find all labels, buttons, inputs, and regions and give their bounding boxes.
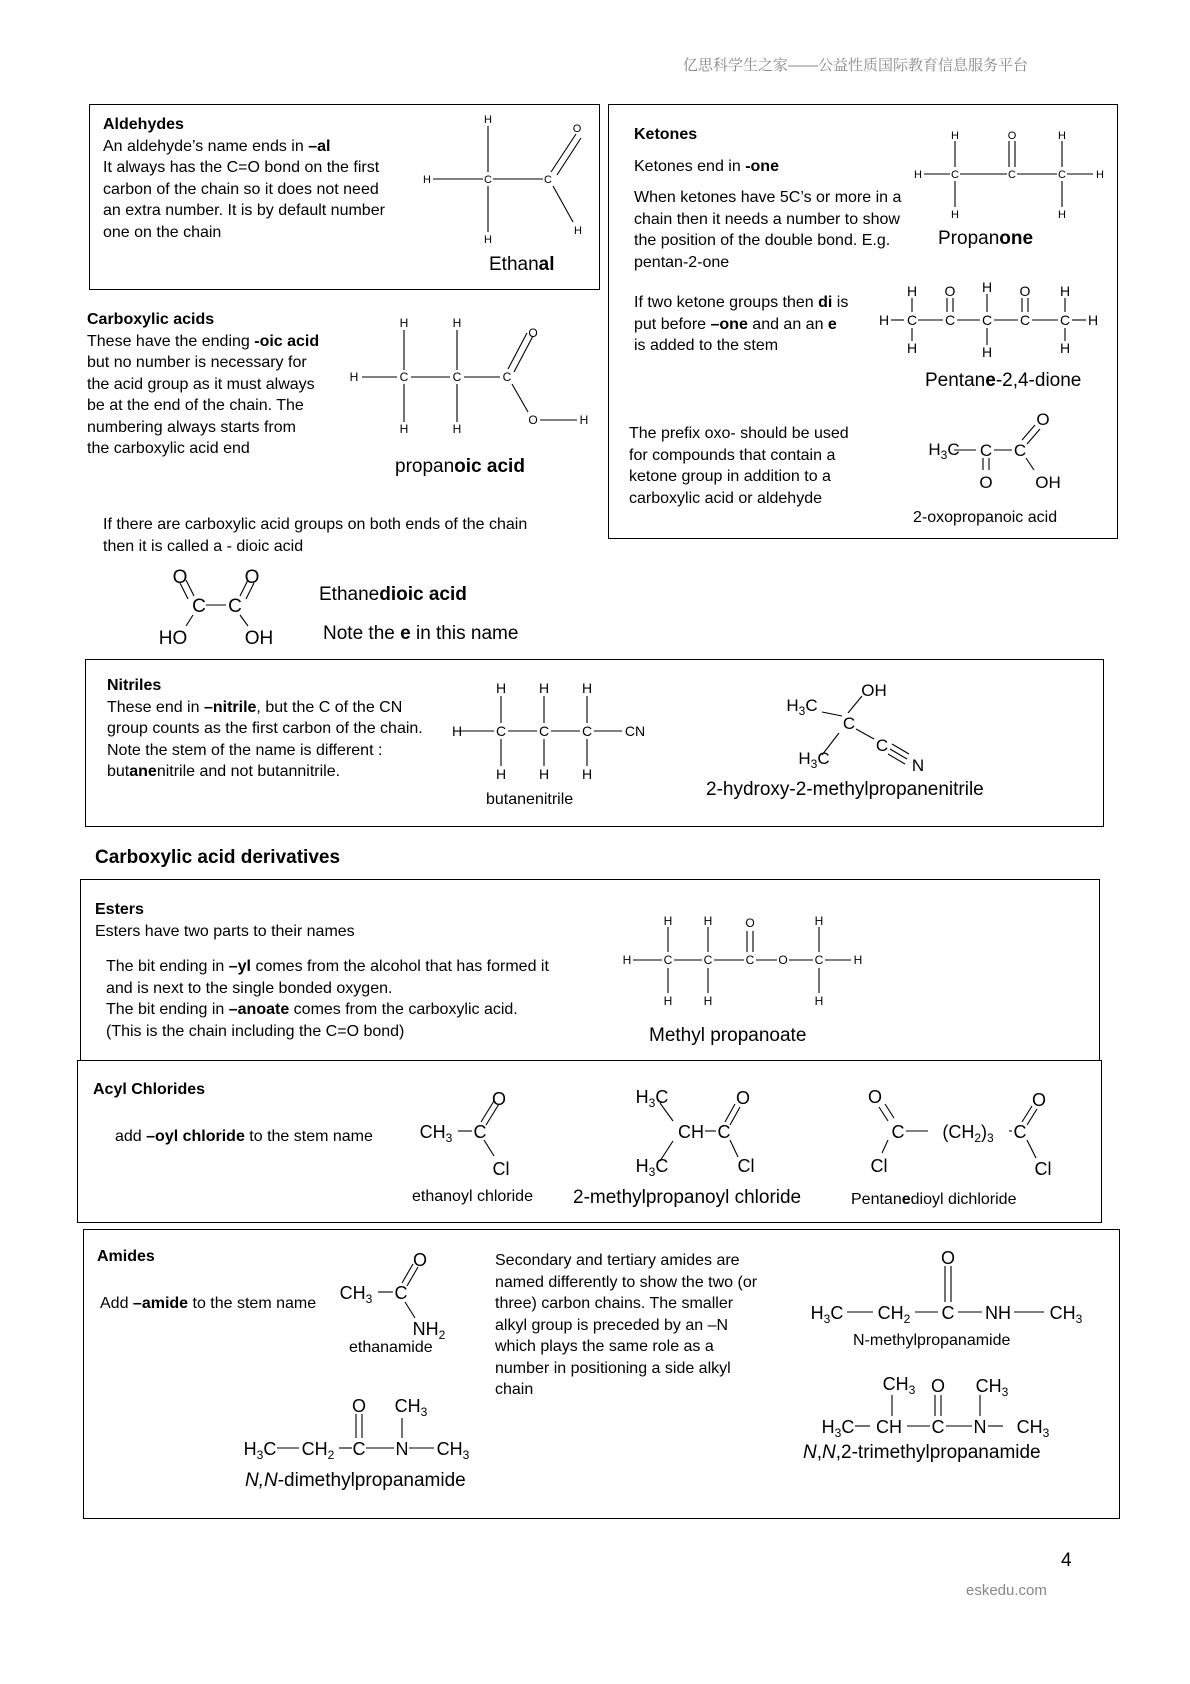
carboxylic-title: Carboxylic acids bbox=[87, 311, 215, 328]
atom-c: C bbox=[663, 953, 673, 967]
atom-c: C bbox=[352, 1439, 366, 1459]
atom-n: N bbox=[395, 1439, 409, 1459]
atom-c: C bbox=[1058, 169, 1066, 181]
atom-c: C bbox=[1019, 312, 1031, 328]
atom-c: C bbox=[875, 736, 889, 755]
atom-c: $H_3C$ bbox=[243, 1439, 277, 1462]
atom-c: $H_3C$ bbox=[928, 440, 960, 462]
atom-c: C bbox=[1013, 1122, 1027, 1142]
atom-c: C bbox=[745, 953, 755, 967]
amides-secondary-text: Secondary and tertiary amides are named differently to show the two (or three) carbon chains. The smaller alkyl group is preceded by an –N which plays the same role as a number in positioning a side alkyl chain bbox=[495, 1252, 758, 1398]
atom-c: $H_3C$ bbox=[810, 1303, 844, 1326]
atom-h: H bbox=[349, 370, 359, 384]
atom-h: H bbox=[906, 283, 918, 299]
atom-cl: Cl bbox=[737, 1156, 755, 1176]
atom-h: H bbox=[951, 209, 959, 221]
atom-c: C bbox=[192, 596, 206, 617]
atom-o: O bbox=[172, 567, 188, 588]
ethanedioic-label: Ethanedioic acid bbox=[319, 584, 467, 605]
propanone-label: Propanone bbox=[938, 228, 1034, 249]
atom-c: C bbox=[399, 370, 409, 384]
esters-title: Esters bbox=[95, 901, 144, 918]
atom-n: N bbox=[973, 1417, 987, 1437]
atom-o: O bbox=[1031, 1090, 1047, 1110]
atom-c: C bbox=[228, 596, 242, 617]
atom-o: O bbox=[1007, 130, 1017, 142]
atom-h: H bbox=[538, 680, 550, 696]
ketones-title: Ketones bbox=[634, 126, 698, 143]
footer-site: eskedu.com bbox=[966, 1582, 1047, 1599]
atom-h: H bbox=[1058, 130, 1066, 142]
atom-ch2-chain: $(CH_2)_3$ bbox=[942, 1122, 994, 1145]
atom-c: $CH_3$ bbox=[419, 1122, 453, 1145]
atom-h: H bbox=[814, 914, 824, 928]
atom-h: H bbox=[579, 413, 589, 427]
atom-h: H bbox=[1059, 283, 1071, 299]
atom-h: H bbox=[574, 225, 582, 237]
atom-h: H bbox=[1087, 312, 1099, 328]
atom-o: O bbox=[528, 326, 538, 340]
atom-h: H bbox=[484, 114, 492, 126]
atom-o: O bbox=[351, 1396, 367, 1416]
aldehydes-suffix: –al bbox=[308, 137, 331, 155]
atom-h: H bbox=[663, 914, 673, 928]
hydroxynitrile-label: 2-hydroxy-2-methylpropanenitrile bbox=[706, 779, 984, 800]
pentanedioyl-dichloride-label: Pentanedioyl dichloride bbox=[851, 1191, 1017, 1208]
atom-o: O bbox=[491, 1089, 507, 1109]
amides-text: Add –amide to the stem name bbox=[100, 1295, 317, 1312]
ketones-body: When ketones have 5C’s or more in a chain then it needs a number to show the position of the double bond. E.g. pentan-2-one bbox=[634, 189, 902, 271]
ketones-suffix: -one bbox=[745, 157, 779, 175]
atom-nh2: $NH_2$ bbox=[412, 1319, 446, 1342]
atom-ch2: $CH_2$ bbox=[877, 1303, 911, 1326]
atom-c: C bbox=[906, 312, 918, 328]
atom-o: O bbox=[412, 1250, 428, 1270]
acyl-text: add –oyl chloride to the stem name bbox=[115, 1128, 373, 1145]
atom-cn: CN bbox=[624, 723, 646, 739]
atom-oh: OH bbox=[861, 681, 887, 700]
atom-c: C bbox=[1008, 169, 1016, 181]
nn-dimethylpropanamide-label: N,N-dimethylpropanamide bbox=[245, 1470, 466, 1491]
header-site-title: 亿思科学生之家——公益性质国际教育信息服务平台 bbox=[683, 57, 1029, 74]
atom-c: C bbox=[981, 312, 993, 328]
atom-c: C bbox=[484, 174, 492, 186]
atom-c: C bbox=[538, 723, 550, 739]
carboxylic-text: Carboxylic acids These have the ending -oic acid but no number is necessary for the acid group as it must always be at the end of the chain. The numbering always starts from the carboxylic acid end bbox=[87, 311, 320, 457]
methyl-propanoate-label: Methyl propanoate bbox=[649, 1025, 807, 1046]
atom-oh: OH bbox=[1035, 473, 1061, 492]
atom-c: C bbox=[979, 441, 993, 460]
butanenitrile-label: butanenitrile bbox=[486, 791, 574, 808]
amides-title: Amides bbox=[97, 1248, 155, 1265]
atom-h: H bbox=[981, 279, 993, 295]
atom-h: H bbox=[581, 680, 593, 696]
aldehydes-title: Aldehydes bbox=[103, 116, 184, 133]
n-methylpropanamide-label: N-methylpropanamide bbox=[853, 1332, 1011, 1349]
atom-c: C bbox=[394, 1283, 408, 1303]
atom-h: H bbox=[495, 680, 507, 696]
atom-ch: CH bbox=[876, 1417, 902, 1437]
ketones-text bbox=[634, 124, 914, 273]
propanoic-acid-label: propanoic acid bbox=[395, 456, 525, 477]
atom-o: O bbox=[572, 123, 582, 135]
atom-cl: Cl bbox=[492, 1159, 510, 1179]
ethanedioic-note: Note the e in this name bbox=[323, 623, 519, 644]
atom-o: O bbox=[979, 473, 993, 492]
atom-ho: HO bbox=[158, 628, 188, 649]
atom-c: C bbox=[452, 370, 462, 384]
atom-o: O bbox=[778, 953, 788, 967]
atom-h: H bbox=[484, 234, 492, 246]
atom-h: H bbox=[703, 914, 713, 928]
atom-cl: Cl bbox=[1034, 1159, 1052, 1179]
atom-h: H bbox=[451, 723, 463, 739]
atom-h: H bbox=[981, 344, 993, 360]
aldehydes-text bbox=[103, 114, 393, 243]
esters-text: The bit ending in –yl comes from the alcohol that has formed it and is next to the single bonded oxygen. The bit ending in –anoate comes from the carboxylic acid. (This is the chain including the C=O bond) bbox=[106, 958, 549, 1040]
atom-c: C bbox=[1013, 441, 1027, 460]
atom-c: C bbox=[951, 169, 959, 181]
atom-h: H bbox=[622, 953, 632, 967]
atom-c: C bbox=[495, 723, 507, 739]
atom-h: H bbox=[914, 169, 922, 181]
atom-h: H bbox=[814, 994, 824, 1008]
atom-c: C bbox=[502, 370, 512, 384]
atom-c: C bbox=[891, 1122, 905, 1142]
nn2-trimethylpropanamide-label: N,N,2-trimethylpropanamide bbox=[803, 1442, 1041, 1463]
atom-ch: CH bbox=[678, 1122, 704, 1142]
atom-h: H bbox=[878, 312, 890, 328]
atom-h: H bbox=[853, 953, 863, 967]
oxopropanoic-label: 2-oxopropanoic acid bbox=[913, 509, 1058, 526]
atom-o: O bbox=[735, 1088, 751, 1108]
ketones-end: Ketones end in bbox=[634, 157, 746, 175]
atom-c: C bbox=[944, 312, 956, 328]
atom-h: H bbox=[906, 340, 918, 356]
atom-c: C bbox=[842, 714, 856, 733]
ethanamide-label: ethanamide bbox=[349, 1339, 433, 1356]
esters-intro: Esters Esters have two parts to their names bbox=[95, 901, 355, 940]
atom-h: H bbox=[703, 994, 713, 1008]
atom-ch3: $CH_3$ bbox=[882, 1374, 916, 1397]
atom-h: H bbox=[1096, 169, 1104, 181]
ethanoyl-chloride-label: ethanoyl chloride bbox=[412, 1188, 533, 1205]
pentanedione-label: Pentane-2,4-dione bbox=[925, 370, 1082, 391]
atom-ch3: $CH_3$ bbox=[1049, 1303, 1083, 1326]
atom-o: O bbox=[528, 413, 538, 427]
atom-c: C bbox=[544, 174, 552, 186]
atom-o: O bbox=[930, 1376, 946, 1396]
page-number: 4 bbox=[1061, 1550, 1072, 1571]
ketones-oxo-text: The prefix oxo- should be used for compounds that contain a ketone group in addition to a carboxylic acid or aldehyde bbox=[629, 425, 849, 507]
atom-h: H bbox=[663, 994, 673, 1008]
aldehydes-body: It always has the C=O bond on the first carbon of the chain so it does not need an extra number. It is by default number one on the chain bbox=[103, 159, 385, 241]
atom-ch2: $CH_2$ bbox=[301, 1439, 335, 1462]
atom-ch3: $CH_3$ bbox=[975, 1376, 1009, 1399]
nitriles-title: Nitriles bbox=[107, 677, 162, 694]
atom-h: H bbox=[495, 766, 507, 782]
atom-h: H bbox=[1058, 209, 1066, 221]
atom-c: C bbox=[941, 1303, 955, 1323]
atom-h: H bbox=[951, 130, 959, 142]
atom-n: N bbox=[911, 756, 925, 775]
atom-c: $H_3C$ bbox=[798, 749, 830, 771]
atom-o: O bbox=[867, 1087, 883, 1107]
atom-h: H bbox=[452, 316, 462, 330]
atom-c: C bbox=[814, 953, 824, 967]
atom-ch3: $CH_3$ bbox=[394, 1396, 428, 1419]
atom-h: H bbox=[1059, 340, 1071, 356]
atom-c: C bbox=[1059, 312, 1071, 328]
atom-h: H bbox=[399, 316, 409, 330]
aldehydes-line1: An aldehyde’s name ends in bbox=[103, 137, 309, 155]
atom-c: C bbox=[703, 953, 713, 967]
acyl-title: Acyl Chlorides bbox=[93, 1081, 206, 1098]
atom-c: $H_3C$ bbox=[635, 1087, 669, 1110]
atom-h: H bbox=[399, 422, 409, 436]
atom-c: C bbox=[931, 1417, 945, 1437]
atom-h: H bbox=[423, 174, 431, 186]
atom-ch3: $CH_3$ bbox=[436, 1439, 470, 1462]
atom-c: C bbox=[717, 1122, 731, 1142]
atom-o: O bbox=[1019, 283, 1031, 299]
dioic-text: If there are carboxylic acid groups on both ends of the chain then it is called a - dioic acid bbox=[103, 516, 528, 555]
atom-c: $CH_3$ bbox=[339, 1283, 373, 1306]
derivatives-title: Carboxylic acid derivatives bbox=[95, 847, 341, 868]
atom-o: O bbox=[1036, 410, 1050, 429]
atom-o: O bbox=[244, 567, 260, 588]
atom-h: H bbox=[538, 766, 550, 782]
atom-cl: Cl bbox=[870, 1156, 888, 1176]
atom-c: $H_3C$ bbox=[786, 696, 818, 718]
atom-h: H bbox=[452, 422, 462, 436]
atom-c: C bbox=[473, 1122, 487, 1142]
ethanal-label: Ethanal bbox=[489, 254, 555, 275]
ketones-di-text: If two ketone groups then di is put before –one and an an e is added to the stem bbox=[634, 294, 849, 354]
atom-o: O bbox=[745, 916, 755, 930]
atom-o: O bbox=[944, 283, 956, 299]
atom-c: $H_3C$ bbox=[821, 1417, 855, 1440]
atom-c: C bbox=[581, 723, 593, 739]
atom-c: $H_3C$ bbox=[635, 1156, 669, 1179]
atom-h: H bbox=[581, 766, 593, 782]
atom-o: O bbox=[940, 1248, 956, 1268]
nitriles-text: Nitriles These end in –nitrile, but the C of the CN group counts as the first carbon of the chain. Note the stem of the name is different : butanenitrile and not butannitrile. bbox=[107, 677, 423, 780]
methylpropanoyl-chloride-label: 2-methylpropanoyl chloride bbox=[573, 1187, 802, 1208]
atom-oh: OH bbox=[244, 628, 274, 649]
atom-nh: NH bbox=[985, 1303, 1011, 1323]
atom-ch3: $CH_3$ bbox=[1016, 1417, 1050, 1440]
